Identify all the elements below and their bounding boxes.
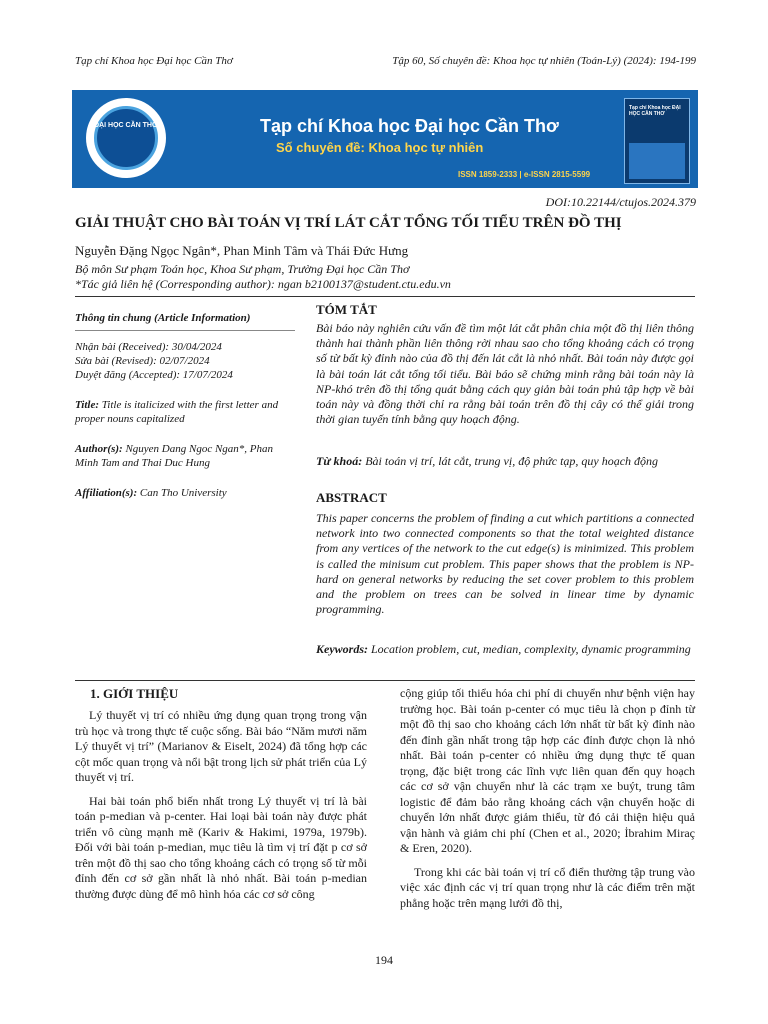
tomtat-keywords-label: Từ khoá:: [316, 454, 363, 468]
abstract-heading: ABSTRACT: [316, 490, 387, 505]
abstract-keywords: [316, 642, 694, 657]
info-title-label: Title:: [75, 399, 100, 411]
divider: [75, 296, 695, 297]
paper-title: GIẢI THUẬT CHO BÀI TOÁN VỊ TRÍ LÁT CẮT TỔNG TỐI TIỂU TRÊN ĐỒ THỊ: [75, 215, 622, 231]
cover-text: Tạp chí Khoa học ĐẠI HỌC CẦN THƠ: [629, 105, 681, 117]
divider: [75, 680, 695, 681]
info-affiliation-text: Can Tho University: [139, 487, 227, 499]
affiliation: Bộ môn Sư phạm Toán học, Khoa Sư phạm, Trường Đại học Cần Thơ: [75, 262, 410, 276]
abstract-keywords-label: Keywords:: [316, 642, 368, 656]
author-list: Nguyễn Đặng Ngọc Ngân*, Phan Minh Tâm và Thái Đức Hưng: [75, 243, 409, 258]
body-paragraph: Trong khi các bài toán vị trí cổ điển thường tập trung vào việc xác định các vị trí quan trọng như là các điểm trên mặt phẳng hoặc trên mạng lưới đồ thị,: [400, 864, 695, 910]
info-authors-text: Nguyen Dang Ngoc Ngan*, Phan Minh Tam and Thai Duc Hung: [75, 443, 274, 469]
journal-cover-thumbnail: [624, 98, 690, 184]
accepted-date: Duyệt đăng (Accepted): 17/07/2024: [75, 369, 233, 381]
article-info-heading: Thông tin chung (Article Information): [75, 312, 251, 324]
tomtat-heading: TÓM TẮT: [316, 302, 377, 317]
received-date: Nhận bài (Received): 30/04/2024: [75, 341, 222, 353]
info-affiliation-label: Affiliation(s):: [75, 487, 138, 499]
info-affiliation: [75, 486, 295, 500]
running-header-issue: Tập 60, Số chuyên đề: Khoa học tự nhiên (Toán-Lý) (2024): 194-199: [392, 55, 696, 67]
revised-date: Sửa bài (Revised): 02/07/2024: [75, 355, 210, 367]
university-logo-icon: [86, 98, 166, 178]
body-column-right: [400, 686, 695, 919]
divider: [75, 330, 295, 331]
body-paragraph: Hai bài toán phổ biến nhất trong Lý thuyết vị trí là bài toán p-median và p-center. Hai loại bài toán này được phát triển vô cùng mạnh mẽ (Kariv & Hakimi, 1979a, 1979b). Đối với bài toán p-median, mục tiêu là tìm vị trí đặt p cơ sở trên một đồ thị sao cho tổng khoảng cách có trọng số từ mỗi đỉnh đến cơ sở gần nhất là nhỏ nhất. Bài toán p-median thường được dùng để mô hình hóa các cơ sở công: [75, 793, 367, 901]
doi[interactable]: DOI:10.22144/ctujos.2024.379: [545, 195, 696, 209]
body-paragraph: cộng giúp tối thiểu hóa chi phí di chuyển như bệnh viện hay trường học. Bài toán p-center có mục tiêu là chọn p đỉnh từ một đồ thị sao cho khoảng cách lớn nhất từ bất kỳ đỉnh nào đến đỉnh gần nhất trong tập hợp các đỉnh được chọn là nhỏ nhất. Bài toán p-center có nhiều ứng dụng thực tế quan trọng, đặc biệt trong các lĩnh vực liên quan đến quy hoạch các cơ sở vận chuyển như là các trạm xe buýt, trung tâm logistic để đảm bảo rằng khoảng cách vận chuyển hoặc di chuyển lớn nhất được giảm thiểu, từ đó cải thiện hiệu quả vận hành và giảm chi phí (Chen et al., 2020; İbrahim Miraç & Eren, 2020).: [400, 686, 695, 855]
banner-issn: ISSN 1859-2333 | e-ISSN 2815-5599: [458, 170, 591, 179]
abstract-keywords-text: Location problem, cut, median, complexity, dynamic programming: [371, 642, 691, 656]
banner-subtitle: Số chuyên đề: Khoa học tự nhiên: [276, 140, 484, 155]
page-number: 194: [375, 953, 393, 967]
info-authors-label: Author(s):: [75, 443, 123, 455]
logo-text: ĐẠI HỌC CẦN THƠ: [94, 122, 158, 129]
abstract-text: This paper concerns the problem of finding a cut which partitions a connected network into two connected components so that the total weighted distance from any vertices of the network to the cut edge(s) is minimized. This problem is called the minisum cut problem. This paper shows that the problem is NP-hard on general networks by reducing the set cover problem to this problem and the problem on trees can be solved in linear time by dynamic programming.: [316, 511, 694, 617]
banner-title: Tạp chí Khoa học Đại học Cần Thơ: [260, 116, 559, 136]
journal-banner: [72, 90, 698, 188]
tomtat-text: Bài báo này nghiên cứu vấn đề tìm một lát cắt phân chia một đồ thị liên thông thành hai thành phần liên thông rời nhau sao cho tổng khoảng cách có trọng số từ bất kỳ đỉnh nào của đồ thị đến lát cắt là nhỏ nhất. Bài toán này được gọi là bài toán lát cắt tổng tối tiểu. Bài báo sẽ chứng minh rằng bài toán này là NP-khó trên đồ thị tổng quát bằng cách quy giản bài toán phủ tập hợp về bài toán này và đồng thời chỉ ra rằng bài toán trên đồ thị cây có thể giải trong thời gian tuyến tính bằng quy hoạch động.: [316, 321, 694, 427]
tomtat-keywords-text: Bài toán vị trí, lát cắt, trung vị, độ phức tạp, quy hoạch động: [365, 454, 659, 468]
running-header-journal: Tạp chí Khoa học Đại học Cần Thơ: [75, 55, 233, 67]
tomtat-keywords: [316, 454, 694, 469]
info-title: [75, 398, 295, 426]
corresponding-author: *Tác giả liên hệ (Corresponding author): ngan b2100137@student.ctu.edu.vn: [75, 277, 451, 291]
body-column-left: [75, 708, 367, 910]
info-title-text: Title is italicized with the first letter and proper nouns capitalized: [75, 399, 279, 425]
info-authors: [75, 442, 295, 470]
body-paragraph: Lý thuyết vị trí có nhiều ứng dụng quan trọng trong vận trù học và trong thực tế cuộc sống. Bài báo “Năm mươi năm Lý thuyết vị trí” (Marianov & Eiselt, 2024) đã tổng hợp các cột mốc quan trọng và nổi bật trong lịch sử phát triển của Lý thuyết vị trí.: [75, 708, 367, 784]
section-heading-introduction: 1. GIỚI THIỆU: [90, 686, 179, 701]
